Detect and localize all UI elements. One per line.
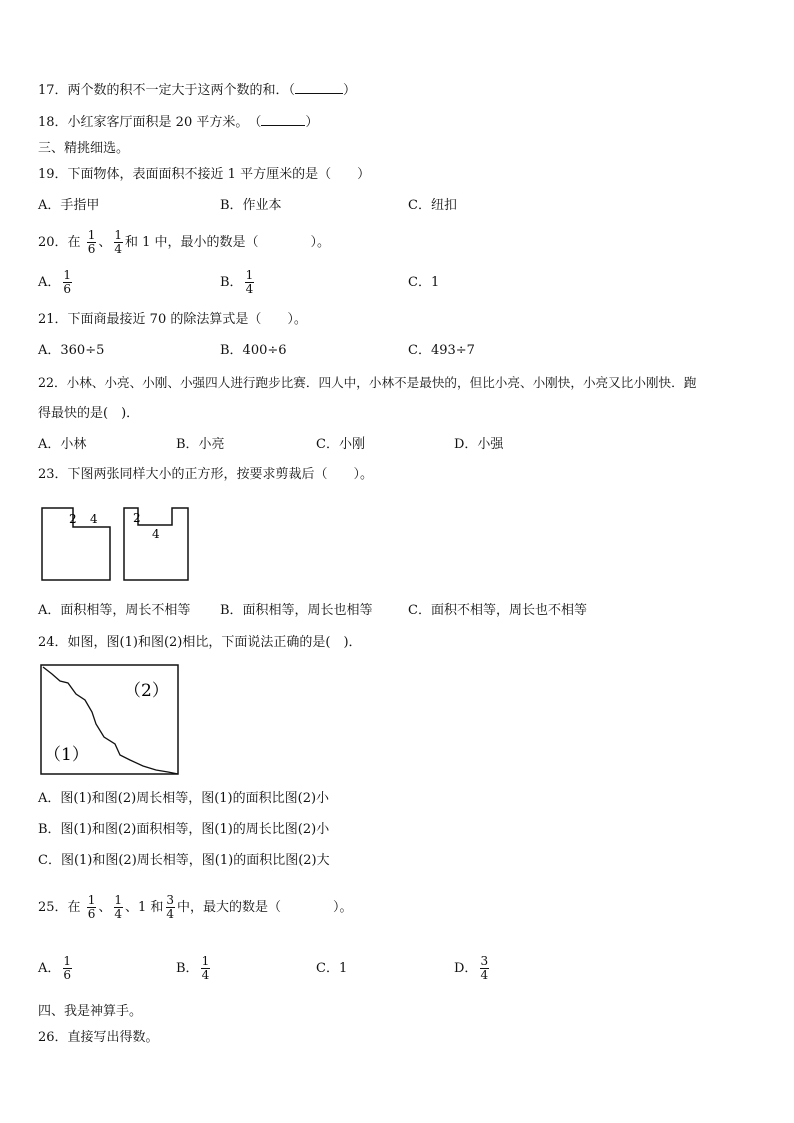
label-region-2: （2） (124, 681, 169, 701)
option-c[interactable]: C．图(1)和图(2)周长相等，图(1)的面积比图(2)大 (38, 853, 330, 868)
option-c[interactable]: C．纽扣 (408, 198, 457, 213)
option-c[interactable]: C．小刚 (316, 437, 365, 452)
option-a[interactable]: A．面积相等，周长不相等 (38, 603, 191, 618)
question-22-cont: 得最快的是( )． (38, 406, 140, 421)
fraction: $\frac{1}{6}$ (87, 893, 96, 921)
option-c[interactable]: C．1 (316, 961, 348, 976)
fraction: $\frac{1}{6}$ (87, 228, 96, 256)
fraction: $\frac{1}{6}$ (63, 954, 72, 982)
question-23: 23．下图两张同样大小的正方形，按要求剪裁后（ ）。 (38, 467, 374, 482)
question-17: 17．两个数的积不一定大于这两个数的和．（ ） (38, 83, 357, 98)
fraction: $\frac{1}{6}$ (63, 268, 72, 296)
rectangle-divided-figure (38, 662, 183, 780)
label-2: 2 (69, 512, 77, 526)
fraction: $\frac{1}{4}$ (245, 268, 254, 296)
fraction: $\frac{3}{4}$ (480, 954, 489, 982)
label-region-1: （1） (44, 745, 89, 765)
option-d[interactable]: D． $\frac{3}{4}$ (454, 954, 489, 982)
option-c[interactable]: C．493÷7 (408, 343, 475, 358)
answer-blank[interactable] (261, 125, 305, 126)
fraction: $\frac{3}{4}$ (166, 893, 175, 921)
question-25: 25．在 $\frac{1}{6}$ 、 $\frac{1}{4}$ 、1 和 $\frac{3}{4}$ 中，最大的数是（ ）。 (38, 893, 353, 921)
question-21: 21．下面商最接近 70 的除法算式是（ ）。 (38, 312, 307, 327)
question-18-text: 18．小红家客厅面积是 20 平方米。 （ (38, 115, 262, 130)
fraction: $\frac{1}{4}$ (201, 954, 210, 982)
label-4: 4 (90, 512, 98, 526)
label-2: 2 (133, 511, 141, 525)
option-a[interactable]: A．小林 (38, 437, 87, 452)
question-20: 20．在 $\frac{1}{6}$ 、 $\frac{1}{4}$ 和 1 中，最小的数是（ ）。 (38, 228, 331, 256)
cut-square-figure-2 (120, 502, 200, 584)
option-b[interactable]: B．400÷6 (220, 343, 287, 358)
section-heading-3: 三、精挑细选。 (38, 141, 130, 156)
question-24: 24．如图，图(1)和图(2)相比，下面说法正确的是( )． (38, 635, 362, 650)
option-b[interactable]: B．面积相等，周长也相等 (220, 603, 373, 618)
option-b[interactable]: B． $\frac{1}{4}$ (176, 954, 210, 982)
cut-square-figure-1 (38, 502, 118, 584)
option-b[interactable]: B．小亮 (176, 437, 225, 452)
option-d[interactable]: D．小强 (454, 437, 504, 452)
section-heading-4: 四、我是神算手。 (38, 1004, 143, 1019)
option-a[interactable]: A．图(1)和图(2)周长相等，图(1)的面积比图(2)小 (38, 791, 330, 806)
option-a[interactable]: A． $\frac{1}{6}$ (38, 954, 72, 982)
question-17-text: 17．两个数的积不一定大于这两个数的和．（ (38, 83, 296, 98)
option-c[interactable]: C．1 (408, 275, 440, 290)
label-4: 4 (152, 527, 160, 541)
option-a[interactable]: A．360÷5 (38, 343, 105, 358)
question-22: 22．小林、小亮、小刚、小强四人进行跑步比赛．四人中，小林不是最快的，但比小亮、小刚快，小亮又比小刚快．跑 (38, 375, 697, 390)
question-18: 18．小红家客厅面积是 20 平方米。 （ ） (38, 115, 319, 130)
option-b[interactable]: B．作业本 (220, 198, 282, 213)
option-b[interactable]: B．图(1)和图(2)面积相等，图(1)的周长比图(2)小 (38, 822, 330, 837)
fraction: $\frac{1}{4}$ (114, 893, 122, 921)
question-19: 19．下面物体，表面面积不接近 1 平方厘米的是（ ） (38, 167, 371, 182)
option-c[interactable]: C．面积不相等，周长也不相等 (408, 603, 587, 618)
fraction: $\frac{1}{4}$ (114, 228, 122, 256)
option-a[interactable]: A．手指甲 (38, 198, 100, 213)
option-b[interactable]: B． $\frac{1}{4}$ (220, 268, 254, 296)
option-a[interactable]: A． $\frac{1}{6}$ (38, 268, 72, 296)
answer-blank[interactable] (295, 93, 343, 94)
question-26: 26．直接写出得数。 (38, 1030, 159, 1045)
